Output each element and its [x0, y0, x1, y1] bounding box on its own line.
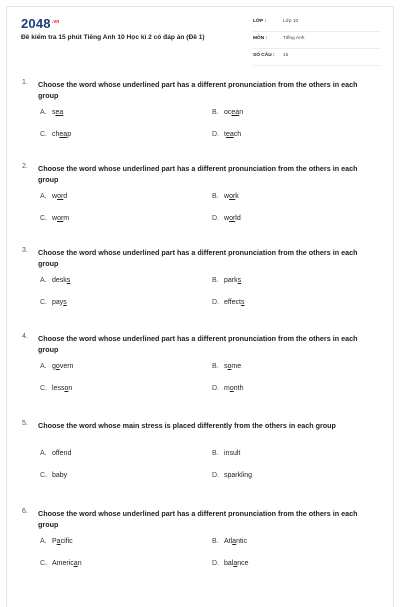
option-underlined-part: o	[227, 363, 232, 370]
option-letter: B.	[212, 109, 219, 116]
option-letter: B.	[212, 277, 219, 284]
page-title: Đề kiểm tra 15 phút Tiếng Anh 10 Học kì 2 có đáp án (Đề 1)	[21, 34, 205, 41]
option-letter: D.	[212, 215, 219, 222]
logo-text: 2048	[21, 16, 51, 31]
option-word-part: k	[235, 193, 239, 200]
question-text: Choose the word whose underlined part has a different pronunciation from the others in each group	[38, 80, 358, 100]
option-underlined-part: ea	[55, 109, 64, 116]
answer-option[interactable]	[212, 385, 243, 392]
option-underlined-part: ea	[59, 131, 68, 138]
meta-row-count	[253, 51, 381, 66]
option-word-part: Americ	[52, 560, 74, 567]
option-underlined-part: s	[241, 299, 245, 306]
next-question-partial	[21, 601, 381, 607]
option-letter: B.	[212, 363, 219, 370]
answer-option[interactable]	[212, 131, 241, 138]
question-number: 1.	[22, 79, 28, 86]
option-letter: A.	[40, 538, 47, 545]
option-word-part: less	[52, 385, 65, 392]
answer-option[interactable]	[212, 472, 252, 479]
option-letter: C.	[40, 299, 47, 306]
answer-option[interactable]	[40, 450, 71, 457]
site-logo[interactable]	[21, 16, 60, 31]
option-word-part: s	[224, 363, 228, 370]
option-word-part: t	[224, 131, 226, 138]
answer-option[interactable]	[40, 538, 73, 545]
answer-option[interactable]	[40, 277, 70, 284]
option-underlined-part: ea	[231, 109, 240, 116]
question-number: 5.	[22, 420, 28, 427]
option-letter: B.	[212, 193, 219, 200]
option-letter: B.	[212, 538, 219, 545]
option-word-part: bal	[224, 560, 234, 567]
meta-value: Lớp 10	[283, 19, 299, 24]
answer-option[interactable]	[212, 450, 240, 457]
option-letter: D.	[212, 472, 219, 479]
option-word-part: ntic	[236, 538, 247, 545]
option-word-part: ld	[235, 215, 241, 222]
answer-option[interactable]	[40, 385, 72, 392]
option-underlined-part: a	[73, 560, 78, 567]
option-letter: A.	[40, 109, 47, 116]
option-underlined-part: o	[64, 385, 69, 392]
option-word-part: ch	[233, 131, 242, 138]
option-word-part: ch	[52, 131, 60, 138]
option-underlined-part: or	[229, 215, 236, 222]
option-letter: C.	[40, 131, 47, 138]
option-word-part: offend	[52, 450, 72, 457]
option-underlined-part: s	[237, 277, 242, 284]
option-word-part: n	[68, 385, 73, 392]
option-word-part: w	[224, 215, 230, 222]
answer-option[interactable]	[40, 363, 73, 370]
meta-row-subject	[253, 34, 381, 49]
meta-value: 15	[283, 53, 289, 58]
question-number: 3.	[22, 247, 28, 254]
option-word-part: cific	[60, 538, 73, 545]
meta-row-class	[253, 17, 381, 32]
option-underlined-part: or	[229, 193, 236, 200]
option-word-part: pay	[52, 299, 64, 306]
option-word-part: g	[52, 363, 56, 370]
option-word-part: m	[63, 215, 70, 222]
answer-option[interactable]	[212, 560, 249, 567]
answer-option[interactable]	[40, 131, 71, 138]
question-number: 4.	[22, 333, 28, 340]
option-word-part: m	[224, 385, 230, 392]
option-word-part: w	[52, 193, 58, 200]
answer-option[interactable]	[40, 109, 63, 116]
option-word-part: n	[77, 560, 82, 567]
option-word-part: p	[67, 131, 72, 138]
meta-label: MÔN :	[253, 36, 268, 41]
option-word-part: oc	[224, 109, 232, 116]
option-underlined-part: s	[63, 299, 67, 306]
option-letter: A.	[40, 193, 47, 200]
option-word-part: nth	[233, 385, 244, 392]
option-letter: D.	[212, 131, 219, 138]
option-word-part: Atl	[224, 538, 233, 545]
option-word-part: desk	[52, 277, 67, 284]
option-underlined-part: a	[56, 538, 61, 545]
meta-value: Tiếng Anh	[283, 36, 305, 41]
answer-option[interactable]	[212, 538, 247, 545]
answer-option[interactable]	[212, 215, 241, 222]
document-header	[7, 7, 393, 63]
option-word-part: nce	[237, 560, 249, 567]
option-word-part: me	[231, 363, 242, 370]
option-letter: C.	[40, 560, 47, 567]
answer-option[interactable]	[40, 472, 67, 479]
answer-option[interactable]	[212, 193, 239, 200]
option-letter: D.	[212, 560, 219, 567]
option-underlined-part: o	[229, 385, 234, 392]
option-word-part: w	[52, 215, 58, 222]
answer-option[interactable]	[40, 215, 69, 222]
option-word-part: n	[239, 109, 244, 116]
option-underlined-part: a	[232, 538, 237, 545]
option-word-part: effect	[224, 299, 241, 306]
option-letter: A.	[40, 277, 47, 284]
option-letter: C.	[40, 472, 47, 479]
option-underlined-part: or	[57, 193, 64, 200]
option-word-part: P	[52, 538, 57, 545]
option-word-part: s	[52, 109, 56, 116]
option-word-part: w	[224, 193, 230, 200]
meta-label: SỐ CÂU :	[253, 53, 275, 58]
answer-option[interactable]	[40, 560, 82, 567]
option-word-part: sparkling	[224, 472, 253, 479]
option-letter: A.	[40, 450, 47, 457]
question-number: 2.	[22, 163, 28, 170]
meta-info	[253, 17, 381, 68]
option-word-part: insult	[224, 450, 241, 457]
answer-option[interactable]	[212, 299, 245, 306]
option-word-part: park	[224, 277, 238, 284]
logo-suffix: .vn	[51, 18, 60, 25]
option-word-part: vern	[59, 363, 74, 370]
option-underlined-part: a	[233, 560, 238, 567]
option-letter: C.	[40, 215, 47, 222]
question-text: Choose the word whose underlined part has a different pronunciation from the others in each group	[38, 248, 358, 268]
question-number: 6.	[22, 508, 28, 515]
question-text: Choose the word whose underlined part has a different pronunciation from the others in each group	[38, 509, 358, 529]
option-underlined-part: o	[55, 363, 60, 370]
option-word-part: d	[63, 193, 68, 200]
question-text: Choose the word whose underlined part has a different pronunciation from the others in each group	[38, 334, 358, 354]
answer-option[interactable]	[212, 277, 241, 284]
meta-label: LỚP :	[253, 19, 267, 24]
answer-option[interactable]	[40, 299, 67, 306]
option-underlined-part: ea	[225, 131, 234, 138]
option-letter: B.	[212, 450, 219, 457]
option-letter: A.	[40, 363, 47, 370]
option-letter: D.	[212, 299, 219, 306]
answer-option[interactable]	[40, 193, 67, 200]
option-letter: C.	[40, 385, 47, 392]
option-underlined-part: or	[57, 215, 64, 222]
answer-option[interactable]	[212, 109, 243, 116]
question-text: Choose the word whose underlined part has a different pronunciation from the others in each group	[38, 164, 358, 184]
option-letter: D.	[212, 385, 219, 392]
question-text: Choose the word whose main stress is placed differently from the others in each group	[38, 421, 336, 430]
document-page	[6, 6, 394, 607]
answer-option[interactable]	[212, 363, 241, 370]
option-word-part: baby	[52, 472, 68, 479]
option-underlined-part: s	[66, 277, 71, 284]
